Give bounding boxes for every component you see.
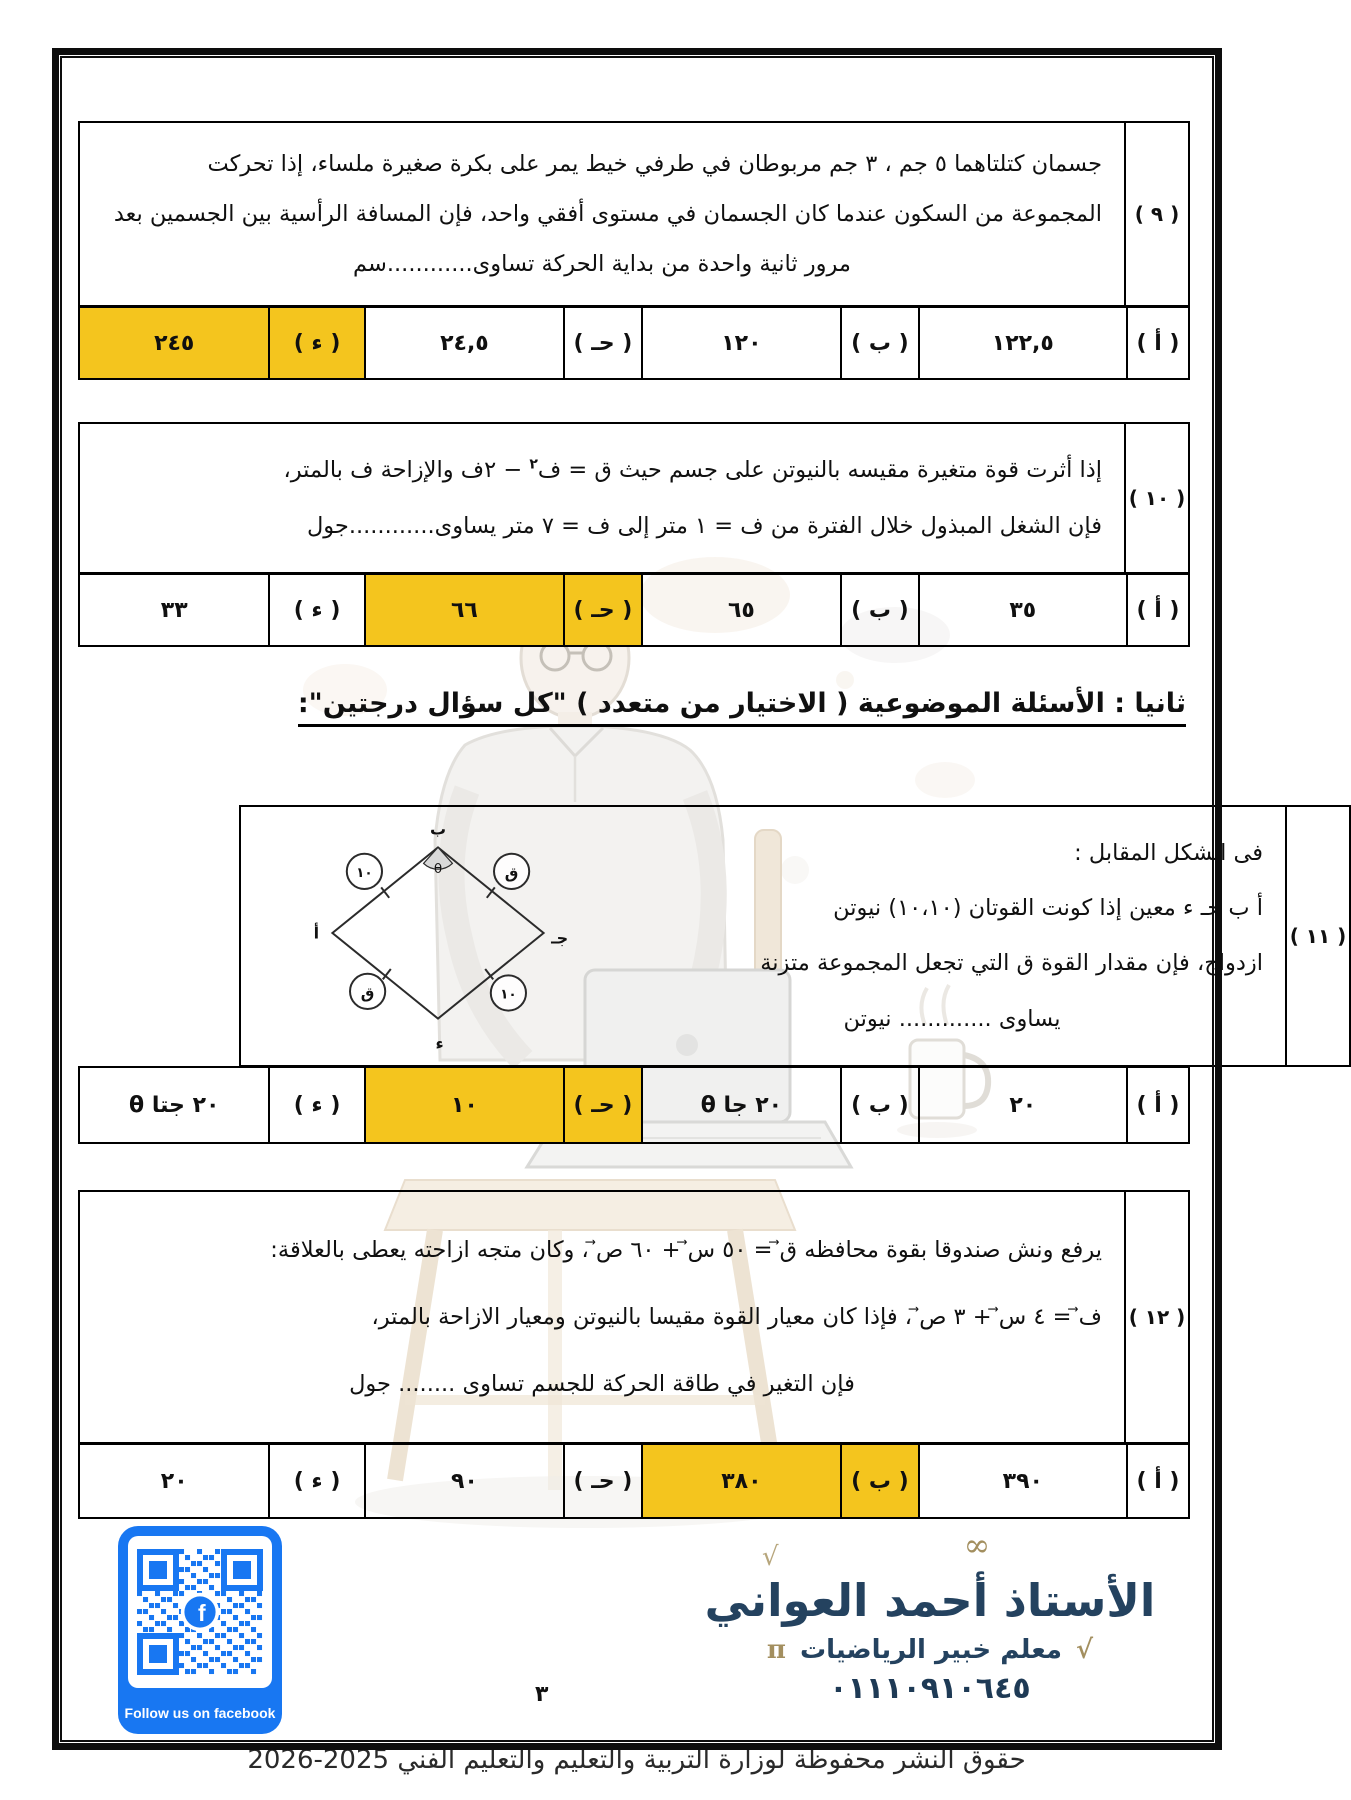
q10-choice-d-label[interactable]: ( ء )	[268, 575, 363, 645]
q10-choice-b-label[interactable]: ( ب )	[840, 575, 918, 645]
copyright-line: حقوق النشر محفوظة لوزارة التربية والتعليم والتعليم الفني 2025-2026	[247, 1745, 1026, 1775]
q10-equation-post: − ٢ف والإزاحة ف بالمتر،	[283, 457, 530, 484]
q9-choice-d-value[interactable]: ٢٤٥	[80, 308, 268, 378]
question-11-answer-row	[78, 1066, 1190, 1144]
q11-choice-c-label[interactable]: ( حـ )	[563, 1068, 641, 1142]
question-9-box	[78, 121, 1190, 307]
q12-choice-c-label[interactable]: ( حـ )	[563, 1445, 641, 1517]
q9-choice-b-label[interactable]: ( ب )	[840, 308, 918, 378]
page-number: ٣	[535, 1682, 549, 1707]
q12-choice-a-value[interactable]: ٣٩٠	[918, 1445, 1126, 1517]
q12-choice-d-label[interactable]: ( ء )	[268, 1445, 363, 1517]
pi-icon: π	[766, 1635, 786, 1665]
q9-choice-b-value[interactable]: ١٢٠	[641, 308, 840, 378]
q12-choice-a-label[interactable]: ( أ )	[1126, 1445, 1188, 1517]
q10-exponent: ٢	[529, 456, 538, 473]
q9-choice-d-label[interactable]: ( ء )	[268, 308, 363, 378]
question-9-line-2: المجموعة من السكون عندما كان الجسمان في مستوى أفقي واحد، فإن المسافة الرأسية بين الجسمين بعد	[113, 200, 1102, 227]
q10-choice-c-value[interactable]: ٦٦	[364, 575, 563, 645]
rhombus-forces-diagram	[267, 817, 617, 1057]
q10-choice-c-label[interactable]: ( حـ )	[563, 575, 641, 645]
force-upper-right-label: ق	[504, 863, 519, 882]
question-11-line-4: يساوى ............. نيوتن	[843, 1005, 1061, 1032]
infinity-decoration-icon: ∞	[963, 1526, 991, 1564]
question-9-line-3: مرور ثانية واحدة من بداية الحركة تساوى............سم	[353, 250, 851, 277]
q10-choice-a-label[interactable]: ( أ )	[1126, 575, 1188, 645]
facebook-f-glyph: f	[198, 1600, 206, 1626]
qr-caption: Follow us on facebook	[124, 1705, 276, 1721]
q10-choice-d-value[interactable]: ٣٣	[160, 597, 188, 623]
q11-choice-c-value[interactable]: ١٠	[364, 1068, 563, 1142]
angle-theta-label: θ	[433, 861, 443, 877]
q11-choice-d-label[interactable]: ( ء )	[268, 1068, 363, 1142]
question-9-answer-row	[78, 306, 1190, 380]
q11-choice-d-value[interactable]: ٢٠ جتا θ	[129, 1092, 220, 1118]
question-12-box	[78, 1190, 1190, 1444]
question-9-number: ( ٩ )	[1124, 123, 1188, 305]
question-11-line-1: فى الشكل المقابل :	[1074, 839, 1263, 866]
question-11-line-3: ازدواج، فإن مقدار القوة ق التي تجعل المجموعة متزنة	[760, 950, 1263, 977]
question-10-box	[78, 422, 1190, 574]
facebook-qr-code[interactable]	[118, 1526, 282, 1734]
teacher-logo	[650, 1526, 1210, 1706]
question-10-answer-row	[78, 573, 1190, 647]
question-12-number: ( ١٢ )	[1124, 1192, 1188, 1442]
vertex-left-label: أ	[313, 923, 320, 943]
q9-choice-c-value[interactable]: ٢٤,٥	[364, 308, 563, 378]
q11-choice-b-label[interactable]: ( ب )	[840, 1068, 918, 1142]
q10-equation-pre: إذا أثرت قوة متغيرة مقيسه بالنيوتن على جسم حيث ق = ف	[537, 457, 1102, 484]
question-9-line-1: جسمان كتلتاهما ٥ جم ، ٣ جم مربوطان في طرفي خيط يمر على بكرة صغيرة ملساء، إذا تحركت	[207, 150, 1102, 177]
force-lower-right-label: ١٠	[500, 986, 517, 1003]
question-12-line-1: يرفع ونش صندوقا بقوة محافظه ق⃗ = ٥٠ س⃗ + ٦٠ ص⃗ ، وكان متجه ازاحته يعطى بالعلاقة:	[270, 1236, 1102, 1263]
q9-choice-c-label[interactable]: ( حـ )	[563, 308, 641, 378]
q11-choice-a-value[interactable]: ٢٠	[918, 1068, 1126, 1142]
vertex-right-label: جـ	[551, 928, 569, 948]
force-upper-left-label: ١٠	[356, 865, 373, 881]
question-12-line-2: ف⃗ = ٤ س⃗ + ٣ ص⃗ ، فإذا كان معيار القوة مقيسا بالنيوتن ومعيار الازاحة بالمتر،	[371, 1303, 1102, 1330]
vertex-bottom-label: ء	[435, 1034, 444, 1053]
question-11-number: ( ١١ )	[1285, 807, 1349, 1065]
sqrt-icon: √	[1075, 1635, 1094, 1665]
question-10-line-1	[102, 455, 1102, 485]
q11-choice-b-value[interactable]: ٢٠ جا θ	[641, 1068, 840, 1142]
q10-choice-b-value[interactable]: ٦٥	[641, 575, 840, 645]
section-two-heading	[78, 688, 1186, 727]
question-10-text	[80, 424, 1124, 572]
force-lower-left-label: ق	[360, 983, 375, 1002]
question-12-answer-row	[78, 1443, 1190, 1519]
question-10-number: ( ١٠ )	[1124, 424, 1188, 572]
q9-choice-a-value[interactable]: ١٢٢,٥	[918, 308, 1126, 378]
q12-choice-d-value[interactable]: ٢٠	[160, 1468, 188, 1494]
teacher-subtitle: معلم خبير الرياضيات	[799, 1635, 1062, 1665]
question-12-line-3: فإن التغير في طاقة الحركة للجسم تساوى ........ جول	[349, 1370, 855, 1397]
q12-choice-c-value[interactable]: ٩٠	[364, 1445, 563, 1517]
question-11-line-2: أ ب حـ ء معين إذا كونت القوتان (١٠،١٠) نيوتن	[833, 895, 1263, 922]
q11-choice-a-label[interactable]: ( أ )	[1126, 1068, 1188, 1142]
teacher-name: الأستاذ أحمد العواني	[704, 1574, 1156, 1627]
sqrt-decoration-icon: √	[762, 1542, 779, 1572]
vertex-top-label: ب	[429, 819, 447, 839]
q12-choice-b-label[interactable]: ( ب )	[840, 1445, 918, 1517]
qr-pattern	[128, 1536, 272, 1688]
question-11-box	[239, 805, 1351, 1067]
q10-choice-a-value[interactable]: ٣٥	[918, 575, 1126, 645]
q9-choice-a-label[interactable]: ( أ )	[1126, 308, 1188, 378]
question-10-line-2: فإن الشغل المبذول خلال الفترة من ف = ١ متر إلى ف = ٧ متر يساوى............جول	[306, 512, 1102, 539]
question-12-text	[80, 1192, 1124, 1442]
section-two-heading-text: ثانيا : الأسئلة الموضوعية ( الاختيار من متعدد ) "كل سؤال درجتين":	[298, 688, 1186, 727]
q12-choice-b-value[interactable]: ٣٨٠	[641, 1445, 840, 1517]
question-9-text	[80, 123, 1124, 305]
teacher-phone: ٠١١١٠٩١٠٦٤٥	[829, 1671, 1031, 1706]
